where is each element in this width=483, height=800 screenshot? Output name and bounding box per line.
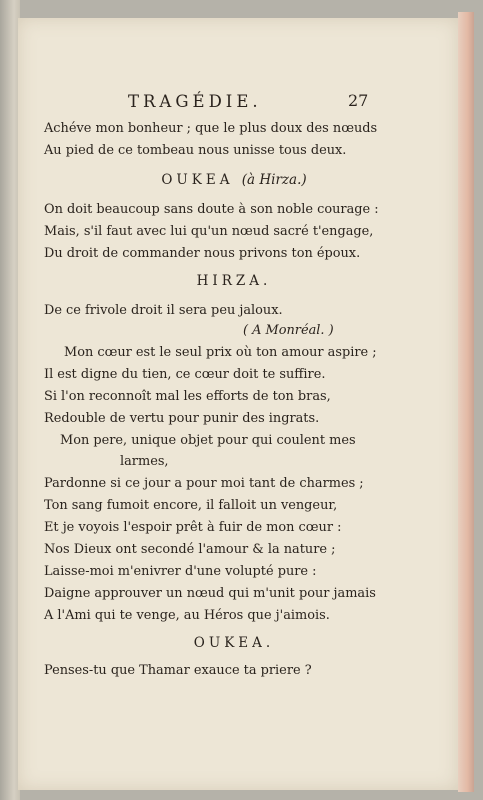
page-number: 27: [348, 91, 369, 110]
stage-direction: ( A Monréal. ): [243, 323, 334, 338]
verse-line: De ce frivole droit il sera peu jaloux.: [44, 303, 283, 318]
verse-line: Pardonne si ce jour a pour moi tant de charmes ;: [44, 476, 364, 491]
verse-line: Au pied de ce tombeau nous unisse tous deux.: [44, 143, 347, 158]
page-edge: [458, 12, 474, 792]
verse-line: Laisse-moi m'enivrer d'une volupté pure :: [44, 564, 317, 579]
verse-line: On doit beaucoup sans doute à son noble courage :: [44, 202, 379, 217]
verse-line: Mon cœur est le seul prix où ton amour aspire ;: [64, 345, 377, 360]
verse-line: Achéve mon bonheur ; que le plus doux des nœuds: [44, 121, 378, 136]
verse-line: Nos Dieux ont secondé l'amour & la nature ;: [44, 542, 336, 557]
verse-line: Daigne approuver un nœud qui m'unit pour jamais: [44, 586, 376, 601]
verse-line: Ton sang fumoit encore, il falloit un vengeur,: [44, 498, 338, 513]
verse-line: A l'Ami qui te venge, au Héros que j'aimois.: [44, 608, 330, 623]
speaker-name: OUKEA: [161, 172, 234, 188]
verse-line: larmes,: [120, 454, 169, 469]
verse-line: Du droit de commander nous privons ton époux.: [44, 246, 361, 261]
verse-line: Redouble de vertu pour punir des ingrats.: [44, 411, 320, 426]
stage-direction: (à Hirza.): [241, 172, 307, 188]
speaker-heading: OUKEA.: [193, 635, 275, 651]
speaker-heading: HIRZA.: [196, 273, 272, 289]
running-head: TRAGÉDIE.: [128, 92, 262, 111]
verse-line: Il est digne du tien, ce cœur doit te suffire.: [44, 367, 326, 382]
book-gutter: [0, 0, 20, 800]
verse-line: Penses-tu que Thamar exauce ta priere ?: [44, 663, 312, 678]
speaker-heading: [28, 172, 440, 188]
verse-line: Et je voyois l'espoir prêt à fuir de mon cœur :: [44, 520, 342, 535]
verse-line: Mon pere, unique objet pour qui coulent mes: [60, 433, 356, 448]
verse-line: Si l'on reconnoît mal les efforts de ton bras,: [44, 389, 331, 404]
verse-line: Mais, s'il faut avec lui qu'un nœud sacré t'engage,: [44, 224, 374, 239]
